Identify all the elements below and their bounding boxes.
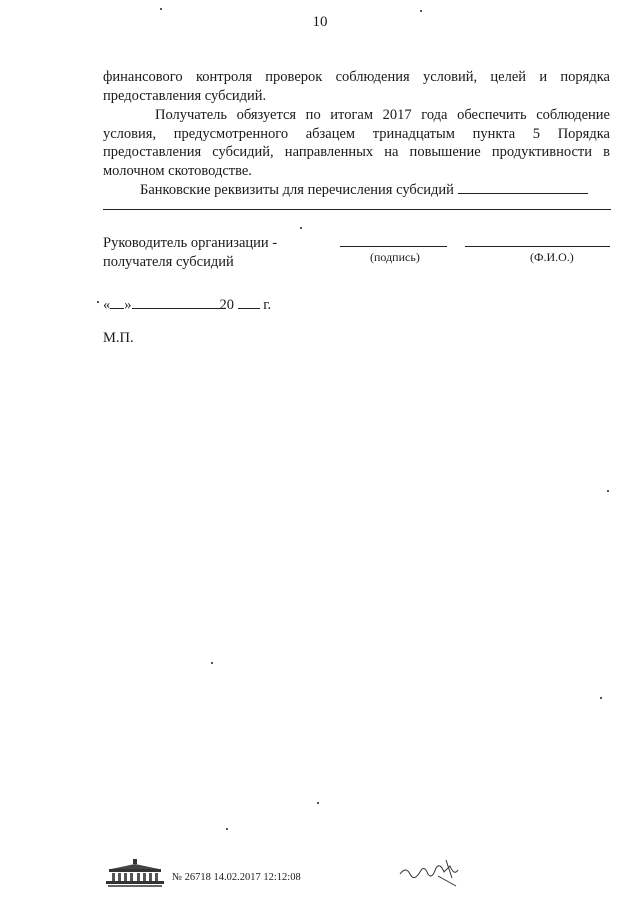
paragraph-control: финансового контроля проверок соблюдения условий, целей и порядка предоставления субсидий.: [103, 69, 610, 104]
handwritten-initials: [398, 856, 468, 892]
signature-caption: (подпись): [370, 250, 420, 264]
scan-speck: [160, 8, 162, 10]
paragraph-obligation: Получатель обязуется по итогам 2017 года обеспечить соблюдение условия, предусмотренного абзацем тринадцатым пункта 5 Порядка предоставления субсидий, направленных на повышение продуктивности в молочном скотоводстве.: [103, 107, 610, 179]
year-prefix: 20: [219, 297, 234, 313]
scan-speck: [300, 227, 302, 229]
day-blank: [110, 308, 124, 309]
scan-speck: [607, 490, 609, 492]
bank-details-continuation-line: [103, 209, 611, 210]
organization-head-label: [103, 234, 277, 272]
date-close-quote: »: [124, 297, 132, 313]
scan-speck: [97, 301, 99, 303]
scan-speck: [420, 10, 422, 12]
head-label-line2: получателя субсидий: [103, 254, 234, 270]
date-open-quote: «: [103, 297, 111, 313]
scan-speck: [226, 828, 228, 830]
year-blank: [238, 308, 260, 309]
scan-speck: [211, 662, 213, 664]
scan-speck: [317, 802, 319, 804]
head-label-line1: Руководитель организации -: [103, 235, 278, 251]
name-caption: (Ф.И.О.): [530, 250, 574, 264]
date-line: [103, 297, 271, 314]
government-building-logo: [103, 858, 167, 888]
signature-blank: [340, 246, 447, 247]
bank-details-line: [140, 181, 588, 199]
page-number: 10: [312, 14, 328, 30]
month-blank: [132, 308, 220, 309]
seal-label: М.П.: [103, 330, 134, 346]
scan-speck: [600, 697, 602, 699]
name-blank: [465, 246, 610, 247]
year-suffix: г.: [263, 297, 272, 313]
registration-stamp: № 26718 14.02.2017 12:12:08: [172, 872, 301, 883]
bank-details-label: Банковские реквизиты для перечисления субсидий: [140, 182, 454, 198]
bank-details-blank: [458, 181, 588, 194]
